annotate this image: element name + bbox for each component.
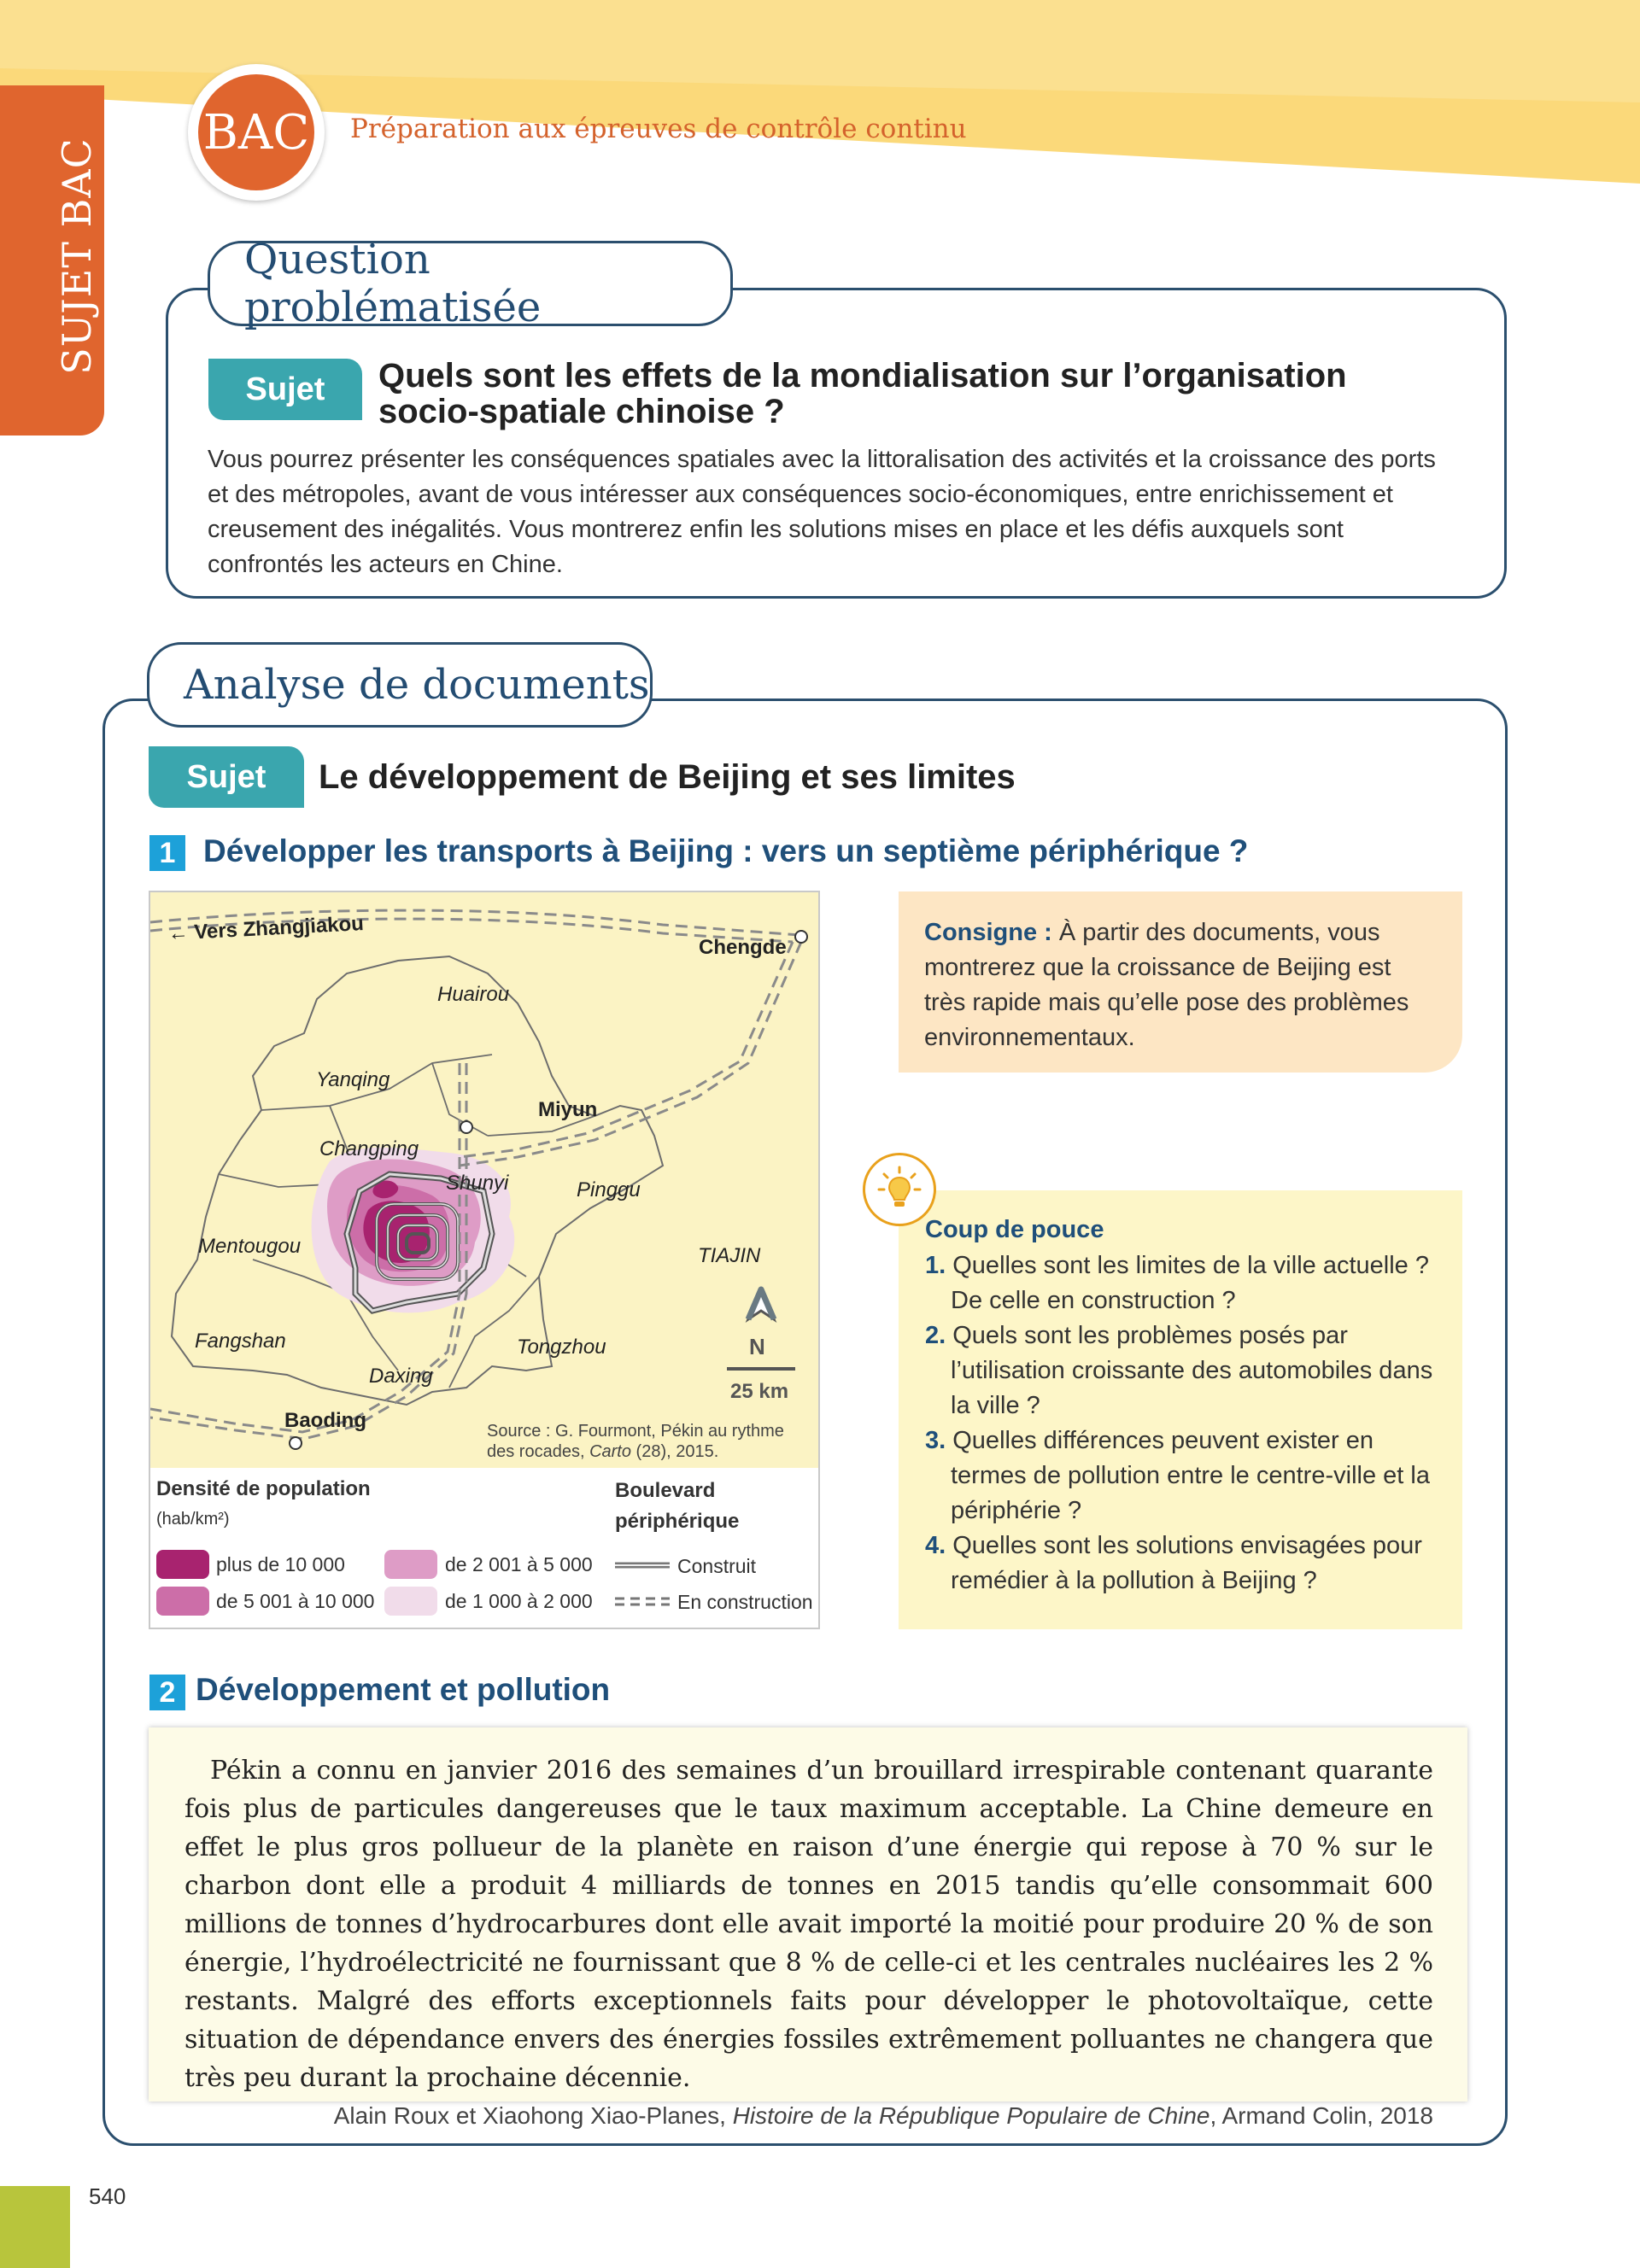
legend-swatch-d2 [156,1587,209,1616]
legend-label-d1: plus de 10 000 [216,1553,345,1575]
consigne-text [924,915,1437,1055]
side-tab-label: SUJET BAC [54,137,100,375]
map-label-yanqing: Yanqing [316,1068,390,1091]
map-label-fangshan: Fangshan [195,1330,286,1353]
doc2-title: Développement et pollution [196,1672,611,1707]
legend-swatch-d1 [156,1550,209,1579]
legend-ring-title-2: périphérique [615,1510,740,1533]
legend-label-d4: de 1 000 à 2 000 [445,1590,593,1612]
doc1-number: 1 [149,835,185,871]
map-label-shunyi: Shunyi [446,1172,509,1195]
quote-publisher: , Armand Colin, 2018 [1210,2102,1433,2129]
tip-item: 2. Quels sont les problèmes posés par l’utilisation croissante des automobiles dans la ville ? [925,1322,1433,1419]
map-label-miyun: Miyun [538,1098,598,1121]
baoding-point [290,1437,302,1449]
map-label-baoding: Baoding [284,1409,366,1432]
doc2-number: 2 [149,1675,185,1710]
legend-density-title: Densité de population [156,1477,371,1500]
footer-green-tab [0,2186,70,2268]
map-label-zhangjiakou: ← Vers Zhangjiakou [167,911,365,945]
map-scale-label: 25 km [730,1380,789,1403]
quote-book: Histoire de la République Populaire de Chine [732,2102,1210,2129]
legend-ring-built-symbol [615,1559,670,1571]
map-label-mentougou: Mentougou [198,1235,302,1258]
analysis-box-title: Analyse de documents [147,642,653,728]
map-label-chengde: Chengde [699,936,787,959]
consigne-body: À partir des documents, vous montrerez que la croissance de Beijing est très rapide mais qu’elle pose des problèmes environnementaux. [924,919,1409,1051]
tip-item: 4. Quelles sont les solutions envisagées pour remédier à la pollution à Beijing ? [925,1532,1422,1594]
map-label-tongzhou: Tongzhou [517,1336,606,1359]
map-source-suffix: (28), 2015. [630,1442,719,1461]
miyun-point [460,1121,472,1133]
chengde-point [795,931,807,943]
question-box-title: Question problématisée [208,241,733,326]
question-title: Quels sont les effets de la mondialisation sur l’organisation socio-spatiale chinoise ? [378,357,1347,430]
map-label-daxing: Daxing [369,1365,433,1388]
subject-tag-1: Sujet [208,359,362,420]
quote-box [149,1727,1467,2129]
legend-ring-building: En construction [677,1591,813,1613]
tips-title: Coup de pouce [925,1216,1104,1243]
doc1-title: Développer les transports à Beijing : vers un septième périphérique ? [203,833,1249,868]
legend-label-d3: de 2 001 à 5 000 [445,1553,593,1575]
consigne-label: Consigne : [924,919,1052,946]
tip-item: 3. Quelles différences peuvent exister en termes de pollution entre le centre-ville et la périphérie ? [925,1427,1430,1524]
legend-ring-title-1: Boulevard [615,1479,716,1502]
tips-list [925,1248,1446,1599]
map-label-huairou: Huairou [437,983,510,1006]
quote-citation [184,2099,1433,2133]
map-north-label: N [749,1334,765,1359]
legend-ring-building-symbol [615,1595,670,1607]
consigne-box [899,891,1462,1073]
map-source-journal: Carto [589,1442,631,1461]
map-source-prefix: Source : G. Fourmont, Pékin au rythme des rocades, [487,1422,784,1461]
quote-author: Alain Roux et Xiaohong Xiao-Planes, [333,2102,733,2129]
analysis-subject: Le développement de Beijing et ses limites [319,758,1016,796]
legend-ring-built: Construit [677,1555,757,1577]
map-label-changping: Changping [319,1137,419,1160]
question-body: Vous pourrez présenter les conséquences spatiales avec la littoralisation des activités et la croissance des ports et des métropoles, avant de vous intéresser aux conséquences socio-économiques, entre enrichissement et creusement des inégalités. Vous montrerez enfin les solutions mises en place et les défis auxquels sont confrontés les acteurs en Chine. [208,446,1436,578]
header-subtitle: Préparation aux épreuves de contrôle continu [350,114,967,144]
page-number: 540 [89,2183,126,2209]
legend-swatch-d3 [384,1550,437,1579]
legend-label-d2: de 5 001 à 10 000 [216,1590,375,1612]
subject-tag-2: Sujet [149,746,304,808]
map-label-pinggu: Pinggu [577,1178,641,1201]
map-label-tiajin: TIAJIN [698,1244,761,1267]
bac-badge-label: BAC [198,74,314,190]
map-source [487,1421,816,1462]
legend-swatch-d4 [384,1587,437,1616]
legend-density-unit: (hab/km²) [156,1510,230,1529]
tip-item: 1. Quelles sont les limites de la ville actuelle ? De celle en construction ? [925,1252,1429,1314]
quote-text: Pékin a connu en janvier 2016 des semaines d’un brouillard irrespirable contenant quarante fois plus de particules dangereuses que le taux maximum acceptable. La Chine demeure en effet le plus gros pollueur de la planète en raison d’une énergie qui repose à 70 % sur le charbon dont elle a produit 4 milliards de tonnes en 2015 tandis qu’elle consommait 600 millions de tonnes d’hydrocarbures dont elle avait importé la moitié pour produire 20 % de son énergie, l’hydroélectricité ne fournissant que 8 % de celle-ci et les centrales nucléaires les 2 % restants. Malgré des efforts exceptionnels faits pour développer le photovoltaïque, cette situation de dépendance envers des énergies fossiles extrêmement polluantes ne changera que très peu durant la prochaine décennie. [184,1756,1433,2093]
